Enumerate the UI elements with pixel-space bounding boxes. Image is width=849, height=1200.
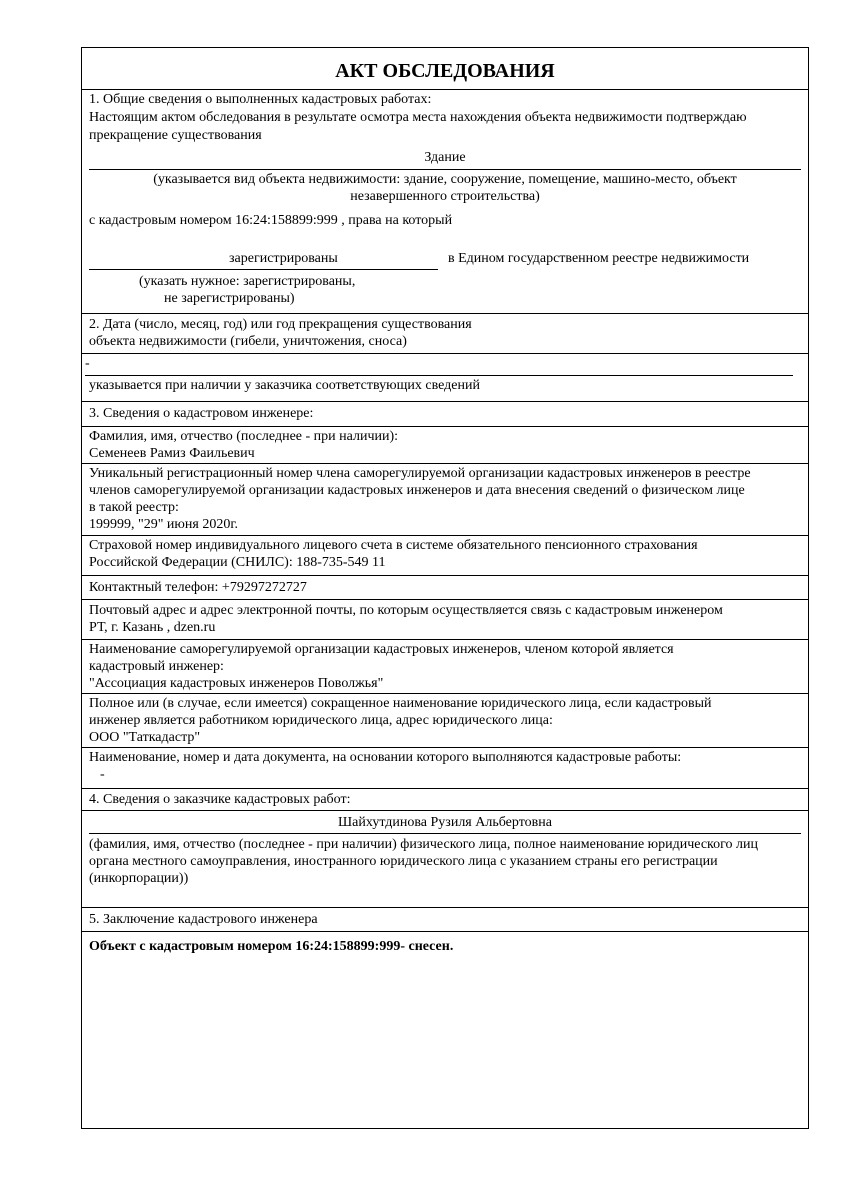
reg-label-3: в такой реестр: [89,500,179,515]
legal-label-2: инженер является работником юридического лица, адрес юридического лица: [89,713,553,728]
customer-heading-section [82,788,808,810]
snils-line-2: Российской Федерации (СНИЛС): 188-735-549 11 [89,555,386,570]
registration-underline [89,269,438,270]
reg-label-1: Уникальный регистрационный номер члена саморегулируемой организации кадастровых инженеров в реестре [89,466,751,481]
engineer-heading: 3. Сведения о кадастровом инженере: [89,406,314,421]
intro-line-1: Настоящим актом обследования в результате осмотра места нахождения объекта недвижимости подтверждаю [89,110,747,125]
registration-hint-2: не зарегистрированы) [164,291,295,306]
sro-label-1: Наименование саморегулируемой организации кадастровых инженеров, членом которой является [89,642,674,657]
engineer-document-section [82,747,808,788]
registration-hint-1: (указать нужное: зарегистрированы, [139,274,356,289]
engineer-registration-section [82,463,808,535]
customer-hint-2: органа местного самоуправления, иностранного юридического лица с указанием страны его регистрации [89,854,718,869]
customer-name-underline [89,833,801,834]
conclusion-text: Объект с кадастровым номером 16:24:158899:999- снесен. [89,939,454,954]
object-type-hint-2: незавершенного строительства) [350,189,540,204]
legal-label-1: Полное или (в случае, если имеется) сокращенное наименование юридического лица, если кадастровый [89,696,712,711]
object-type-value: Здание [424,150,466,165]
registry-text: в Едином государственном реестре недвижимости [448,251,750,266]
object-type-hint-1: (указывается вид объекта недвижимости: здание, сооружение, помещение, машино-место, объект [153,172,737,187]
object-type-underline [89,169,801,170]
engineer-name-value: Семенеев Рамиз Фаильевич [89,446,255,461]
document-form [81,47,809,1129]
doc-value: - [100,767,105,782]
address-value: РТ, г. Казань , dzen.ru [89,620,216,635]
engineer-sro-section [82,639,808,693]
customer-info-section [82,810,808,907]
legal-value: ООО "Таткадастр" [89,730,201,745]
conclusion-heading: 5. Заключение кадастрового инженера [89,912,318,927]
engineer-phone: Контактный телефон: +79297272727 [89,580,307,595]
intro-line-2: прекращение существования [89,128,262,143]
engineer-name-section [82,426,808,463]
general-heading: 1. Общие сведения о выполненных кадастровых работах: [89,92,432,107]
reg-value: 199999, "29" июня 2020г. [89,517,238,532]
reg-label-2: членов саморегулируемой организации кадастровых инженеров и дата внесения сведений о физическом лице [89,483,745,498]
registration-status-value: зарегистрированы [229,251,338,266]
termination-heading-2: объекта недвижимости (гибели, уничтожения, сноса) [89,334,407,349]
engineer-phone-section [82,575,808,599]
customer-heading: 4. Сведения о заказчике кадастровых работ: [89,792,351,807]
address-label: Почтовый адрес и адрес электронной почты, по которым осуществляется связь с кадастровым инженером [89,603,723,618]
cadastral-number-text: с кадастровым номером 16:24:158899:999 , права на который [89,213,453,228]
engineer-heading-section [82,401,808,426]
sro-label-2: кадастровый инженер: [89,659,224,674]
title-section [82,48,808,89]
customer-hint-1: (фамилия, имя, отчество (последнее - при наличии) физического лица, полное наименование юридического лиц [89,837,758,852]
sro-value: "Ассоциация кадастровых инженеров Поволжья" [89,676,384,691]
termination-heading-1: 2. Дата (число, месяц, год) или год прекращения существования [89,317,472,332]
termination-hint: указывается при наличии у заказчика соответствующих сведений [89,378,480,393]
snils-line-1: Страховой номер индивидуального лицевого счета в системе обязательного пенсионного страхования [89,538,698,553]
document-title: АКТ ОБСЛЕДОВАНИЯ [335,60,555,82]
termination-value: - [85,356,90,371]
conclusion-heading-section [82,907,808,931]
engineer-name-label: Фамилия, имя, отчество (последнее - при наличии): [89,429,399,444]
engineer-address-section [82,599,808,639]
general-info-section [82,89,808,313]
termination-value-section [82,353,808,401]
customer-name: Шайхутдинова Рузиля Альбертовна [338,815,552,830]
customer-hint-3: (инкорпорации)) [89,871,189,886]
engineer-snils-section [82,535,808,575]
conclusion-body-section [82,931,808,1128]
engineer-legal-entity-section [82,693,808,747]
termination-underline [85,375,793,376]
termination-date-section [82,313,808,353]
doc-label: Наименование, номер и дата документа, на основании которого выполняются кадастровые работы: [89,750,682,765]
